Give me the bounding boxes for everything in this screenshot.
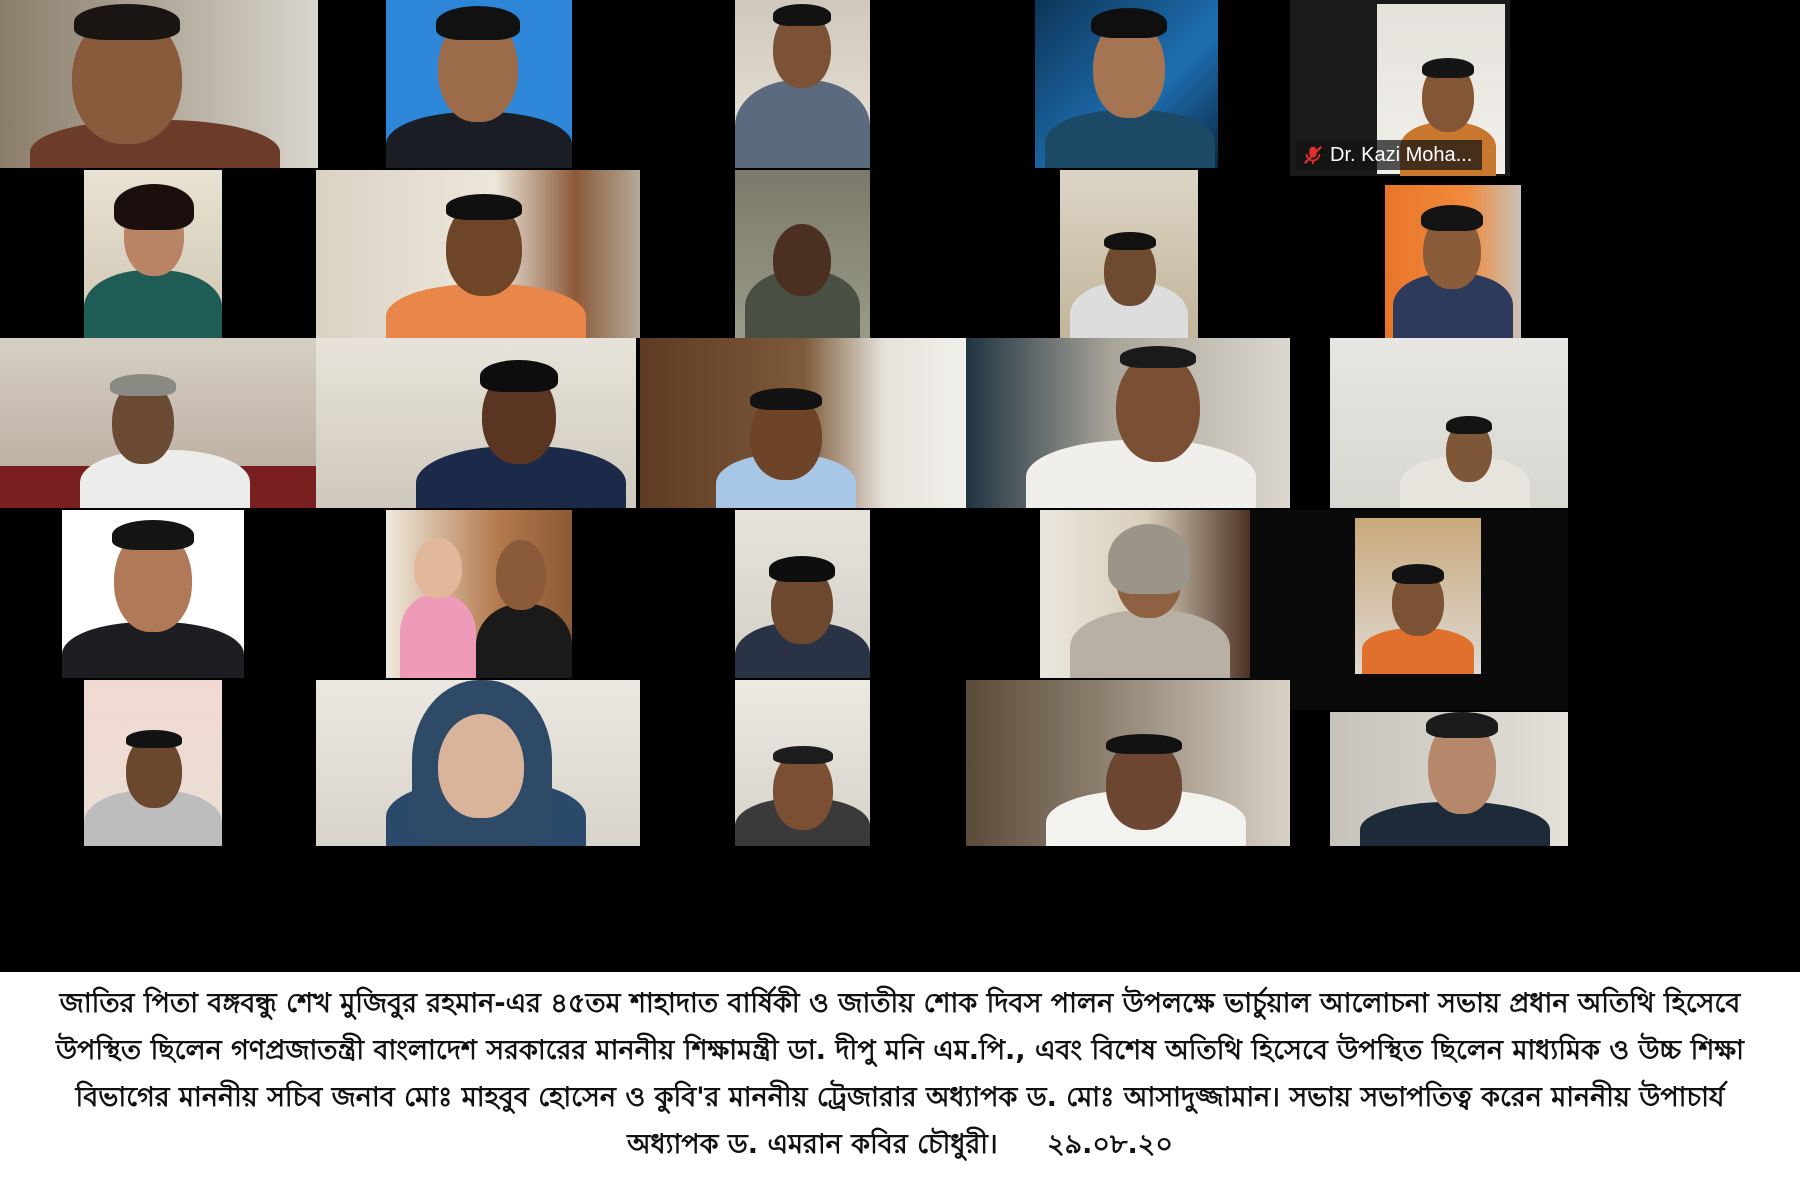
video-tile[interactable] [316,338,636,508]
video-tile[interactable] [0,338,316,508]
video-tile[interactable] [735,0,870,168]
video-tile[interactable] [640,338,966,508]
video-tile[interactable] [84,680,222,846]
caption-date: ২৯.০৮.২০ [1047,1129,1173,1160]
video-tile[interactable] [386,510,572,678]
video-tile[interactable] [1060,170,1198,338]
video-tile[interactable] [386,0,572,168]
video-tile[interactable] [1040,510,1252,678]
video-tile[interactable] [62,510,244,678]
participant-nameplate [1296,140,1482,170]
video-tile[interactable] [1290,0,1510,176]
video-tile[interactable] [1330,712,1568,846]
video-tile[interactable] [735,510,870,678]
caption-text: জাতির পিতা বঙ্গবন্ধু শেখ মুজিবুর রহমান-এর ৪৫তম শাহাদাত বার্ষিকী ও জাতীয় শোক দিবস পালন উপলক্ষে ভার্চুয়াল আলোচনা সভায় প্রধান অতিথি হিসেবে উপস্থিত ছিলেন গণপ্রজাতন্ত্রী বাংলাদেশ সরকারের মাননীয় শিক্ষামন্ত্রী ডা. দীপু মনি এম.পি., এবং বিশেষ অতিথি হিসেবে উপস্থিত ছিলেন মাধ্যমিক ও উচ্চ শিক্ষা বিভাগের মাননীয় সচিব জনাব মোঃ মাহবুব হোসেন ও কুবি'র মাননীয় ট্রেজারার অধ্যাপক ড. মোঃ আসাদুজ্জামান। সভায় সভাপতিত্ব করেন মাননীয় উপাচার্য অধ্যাপক ড. এমরান কবির চৌধুরী। [55,988,1745,1160]
video-tile[interactable] [1035,0,1218,168]
participant-name: Dr. Kazi Moha... [1330,144,1473,166]
video-tile[interactable] [966,680,1290,846]
mic-muted-icon [1302,144,1324,166]
video-tile[interactable] [1250,510,1568,710]
event-caption [0,972,1800,1200]
video-tile[interactable] [0,0,318,168]
video-tile[interactable] [966,338,1290,508]
video-tile[interactable] [735,170,870,338]
video-tile[interactable] [1330,338,1568,508]
video-tile[interactable] [84,170,222,338]
video-tile[interactable] [316,170,640,338]
video-tile[interactable] [1385,185,1521,338]
video-tile[interactable] [316,680,640,846]
video-tile[interactable] [735,680,870,846]
